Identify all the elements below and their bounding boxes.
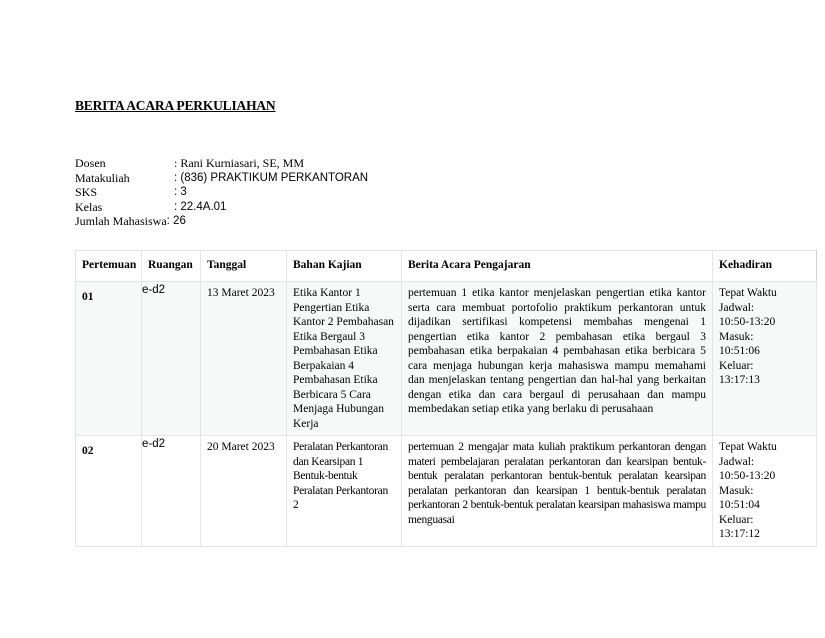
cell-berita-acara: pertemuan 1 etika kantor menjelaskan pengertian etika kantor serta cara membuat portofolio praktikum perkantoran untuk dijadikan sertifikasi kompetensi membahas mengenai 1 pengertian etika kantor 2 pembahasan etika bergaul 3 pembahasan etika berpakaian 4 pembahasan etika berbicara 5 cara menjaga hubungan kerja mahasiswa mampu memahami dan menjelaskan tentang pengertian dan hal-hal yang berkaitan dengan etika dan cara bergaul di perusahaan dan mampu membedakan setiap etika yang berlaku di perusahaan [402,282,713,436]
info-row-kelas [75,200,368,215]
attendance-status: Tepat Waktu [719,441,777,453]
info-row-matakuliah [75,171,368,186]
page-title: BERITA ACARA PERKULIAHAN [75,98,276,113]
attendance-label: Masuk: [719,330,754,343]
cell-tanggal: 13 Maret 2023 [201,282,287,436]
info-label: SKS [75,185,98,199]
table-row [76,282,817,436]
attendance-label: Keluar: [719,359,754,372]
column-header-bahan-kajian: Bahan Kajian [287,251,402,282]
cell-bahan-kajian: Etika Kantor 1 Pengertian Etika Kantor 2 Pembahasan Etika Bergaul 3 Pembahasan Etika Berpakaian 4 Pembahasan Etika Berbicara 5 Cara Menjaga Hubungan Kerja [287,282,402,436]
info-row-jumlah-mahasiswa [75,214,368,229]
info-row-dosen [75,156,368,171]
course-info [75,156,368,229]
cell-berita-acara: pertemuan 2 mengajar mata kuliah praktikum perkantoran dengan materi pembelajaran peralatan perkantoran dan kearsipan bentuk-bentuk peralatan perkantoran bentuk-bentuk peralatan kearsipan peralatan perkantoran dan kearsipan 1 bentuk-bentuk peralatan perkantoran 2 bentuk-bentuk peralatan kearsipan mahasiswa mampu menguasai [402,436,713,547]
attendance-label: Jadwal: [719,455,755,468]
attendance-status: Tepat Waktu [719,287,777,299]
attendance-value: 10:51:04 [719,499,760,511]
attendance-label: Keluar: [719,513,754,526]
info-value: : (836) PRAKTIKUM PERKANTORAN [174,171,369,184]
column-header-kehadiran: Kehadiran [713,251,817,282]
table-header-row [76,251,817,282]
cell-bahan-kajian: Peralatan Perkantoran dan Kearsipan 1 Bentuk-bentuk Peralatan Perkantoran 2 [287,436,402,547]
attendance-value: 10:51:06 [719,345,760,357]
info-value: : Rani Kurniasari, SE, MM [174,156,304,170]
cell-pertemuan: 02 [76,436,142,547]
cell-ruangan: e-d2 [142,282,201,436]
attendance-value: 13:17:12 [719,528,760,540]
cell-pertemuan: 01 [76,282,142,436]
info-value: : 22.4A.01 [174,200,227,213]
cell-kehadiran [713,436,817,547]
column-header-tanggal: Tanggal [201,251,287,282]
info-value: : 3 [174,186,187,198]
attendance-label: Jadwal: [719,301,755,314]
cell-ruangan: e-d2 [142,436,201,547]
attendance-label: Masuk: [719,484,754,497]
cell-kehadiran [713,282,817,436]
attendance-value: 13:17:13 [719,374,760,386]
lecture-log-table [75,250,817,547]
column-header-berita-acara: Berita Acara Pengajaran [402,251,713,282]
cell-tanggal: 20 Maret 2023 [201,436,287,547]
info-label: Dosen [75,156,106,170]
info-row-sks [75,185,368,200]
info-value: : 26 [166,215,186,227]
info-label: Matakuliah [75,170,130,185]
info-label: Kelas [75,199,103,214]
column-header-pertemuan: Pertemuan [76,251,142,282]
attendance-value: 10:50-13:20 [719,316,776,328]
lecture-log-table-wrapper [75,250,816,547]
info-label: Jumlah Mahasiswa [75,214,167,228]
table-row [76,436,817,547]
attendance-value: 10:50-13:20 [719,470,776,482]
column-header-ruangan: Ruangan [142,251,201,282]
